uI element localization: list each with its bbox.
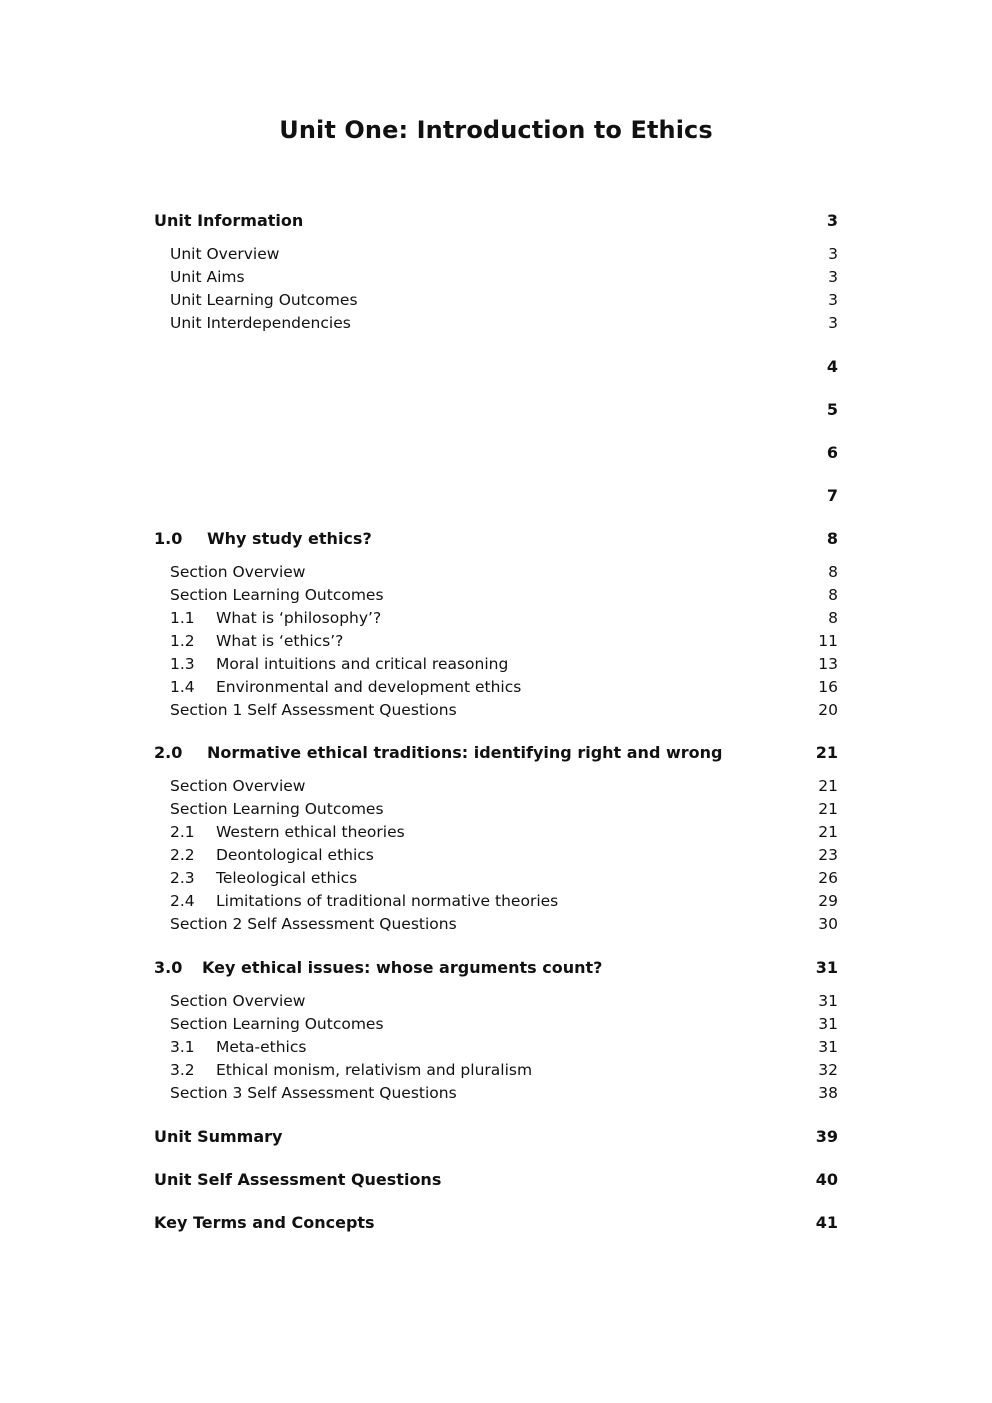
- toc-page: 21: [815, 743, 838, 762]
- toc-page: 31: [815, 958, 838, 977]
- toc-number: 2.1: [170, 823, 195, 841]
- toc-label: Why study ethics?: [207, 529, 372, 548]
- toc-entry[interactable]: [170, 289, 838, 311]
- toc-label: Unit Interdependencies: [170, 314, 351, 332]
- toc-page: 31: [818, 992, 838, 1010]
- toc-entry[interactable]: [170, 913, 838, 935]
- toc-entry[interactable]: [170, 312, 838, 334]
- toc-label: Unit Overview: [170, 245, 280, 263]
- toc-page: 23: [818, 846, 838, 864]
- toc-page: 8: [828, 609, 838, 627]
- toc-label: Western ethical theories: [216, 823, 405, 841]
- toc-entry[interactable]: [170, 266, 838, 288]
- toc-page: 6: [826, 443, 838, 462]
- toc-entry[interactable]: [170, 890, 838, 912]
- toc-entry[interactable]: [170, 867, 838, 889]
- toc-number: 1.0: [154, 529, 183, 548]
- toc-label: Section Overview: [170, 563, 306, 581]
- toc-number: 3.0: [154, 958, 183, 977]
- toc-entry[interactable]: [170, 844, 838, 866]
- toc-label: Meta-ethics: [216, 1038, 307, 1056]
- toc-entry[interactable]: [170, 1036, 838, 1058]
- toc-key-terms[interactable]: [154, 1212, 838, 1234]
- toc-label: Environmental and development ethics: [216, 678, 522, 696]
- toc-unit-information[interactable]: [154, 210, 838, 232]
- toc-page: 31: [818, 1015, 838, 1033]
- toc-label: Ethical monism, relativism and pluralism: [216, 1061, 533, 1079]
- toc-label: Unit Self Assessment Questions: [154, 1170, 442, 1189]
- toc-page: 16: [818, 678, 838, 696]
- toc-entry[interactable]: [170, 243, 838, 265]
- toc-page: 3: [828, 291, 838, 309]
- toc-entry[interactable]: [170, 821, 838, 843]
- toc-entry[interactable]: [170, 1059, 838, 1081]
- toc-page: 3: [828, 314, 838, 332]
- toc-number: 1.2: [170, 632, 195, 650]
- toc-page: 31: [818, 1038, 838, 1056]
- toc-number: 3.1: [170, 1038, 195, 1056]
- toc-entry[interactable]: [170, 584, 838, 606]
- toc-page: 40: [815, 1170, 838, 1189]
- toc-entry[interactable]: [170, 990, 838, 1012]
- toc-page: 4: [826, 357, 838, 376]
- toc-label: Normative ethical traditions: identifying right and wrong: [207, 743, 723, 762]
- toc-number: 2.4: [170, 892, 195, 910]
- toc-page: 29: [818, 892, 838, 910]
- toc-blank-entry[interactable]: [154, 485, 838, 507]
- toc-page: 8: [826, 529, 838, 548]
- toc-section-1[interactable]: [154, 528, 838, 550]
- toc-page: 32: [818, 1061, 838, 1079]
- toc-number: 2.0: [154, 743, 183, 762]
- toc-unit-self-assessment[interactable]: [154, 1169, 838, 1191]
- toc-section-3[interactable]: [154, 957, 838, 979]
- toc-label: Key ethical issues: whose arguments count?: [202, 958, 603, 977]
- toc-label: Unit Information: [154, 211, 304, 230]
- toc-label: What is ‘philosophy’?: [216, 609, 382, 627]
- toc-blank-entry[interactable]: [154, 356, 838, 378]
- toc-label: Teleological ethics: [216, 869, 358, 887]
- toc-label: Section Learning Outcomes: [170, 586, 384, 604]
- toc-number: 2.3: [170, 869, 195, 887]
- toc-label: What is ‘ethics’?: [216, 632, 344, 650]
- toc-entry[interactable]: [170, 630, 838, 652]
- toc-page: 13: [818, 655, 838, 673]
- toc-page: 30: [818, 915, 838, 933]
- toc-page: 21: [818, 800, 838, 818]
- toc-label: Section 1 Self Assessment Questions: [170, 701, 457, 719]
- toc-label: Unit Aims: [170, 268, 245, 286]
- toc-label: Section Overview: [170, 992, 306, 1010]
- toc-label: Section 3 Self Assessment Questions: [170, 1084, 457, 1102]
- toc-label: Section 2 Self Assessment Questions: [170, 915, 457, 933]
- toc-entry[interactable]: [170, 676, 838, 698]
- toc-entry[interactable]: [170, 561, 838, 583]
- toc-page: 8: [828, 586, 838, 604]
- toc-number: 2.2: [170, 846, 195, 864]
- toc-page: 3: [826, 211, 838, 230]
- toc-label: Section Learning Outcomes: [170, 1015, 384, 1033]
- toc-label: Section Learning Outcomes: [170, 800, 384, 818]
- toc-blank-entry[interactable]: [154, 442, 838, 464]
- toc-entry[interactable]: [170, 1082, 838, 1104]
- toc-page: 8: [828, 563, 838, 581]
- toc-entry[interactable]: [170, 798, 838, 820]
- toc-entry[interactable]: [170, 775, 838, 797]
- toc-label: Moral intuitions and critical reasoning: [216, 655, 509, 673]
- toc-page: 5: [826, 400, 838, 419]
- toc-label: Unit Learning Outcomes: [170, 291, 358, 309]
- toc-label: Unit Summary: [154, 1127, 283, 1146]
- toc-number: 1.3: [170, 655, 195, 673]
- toc-number: 1.4: [170, 678, 195, 696]
- toc-number: 3.2: [170, 1061, 195, 1079]
- toc-label: Limitations of traditional normative theories: [216, 892, 559, 910]
- toc-number: 1.1: [170, 609, 195, 627]
- toc-label: Key Terms and Concepts: [154, 1213, 375, 1232]
- toc-page: 3: [828, 245, 838, 263]
- toc-page: 21: [818, 777, 838, 795]
- toc-unit-summary[interactable]: [154, 1126, 838, 1148]
- toc-entry[interactable]: [170, 1013, 838, 1035]
- toc-label: Deontological ethics: [216, 846, 374, 864]
- toc-page: 7: [826, 486, 838, 505]
- toc-entry[interactable]: [170, 607, 838, 629]
- toc-label: Section Overview: [170, 777, 306, 795]
- toc-page: 26: [818, 869, 838, 887]
- toc-page: 21: [818, 823, 838, 841]
- toc-entry[interactable]: [170, 653, 838, 675]
- toc-blank-entry[interactable]: [154, 399, 838, 421]
- toc-page: 39: [815, 1127, 838, 1146]
- toc-section-2[interactable]: [154, 742, 838, 764]
- page-title: Unit One: Introduction to Ethics: [279, 116, 713, 144]
- toc-page: 41: [815, 1213, 838, 1232]
- toc-page: 38: [818, 1084, 838, 1102]
- toc-page: 3: [828, 268, 838, 286]
- toc-entry[interactable]: [170, 699, 838, 721]
- toc-page: 20: [818, 701, 838, 719]
- toc-page: 11: [818, 632, 838, 650]
